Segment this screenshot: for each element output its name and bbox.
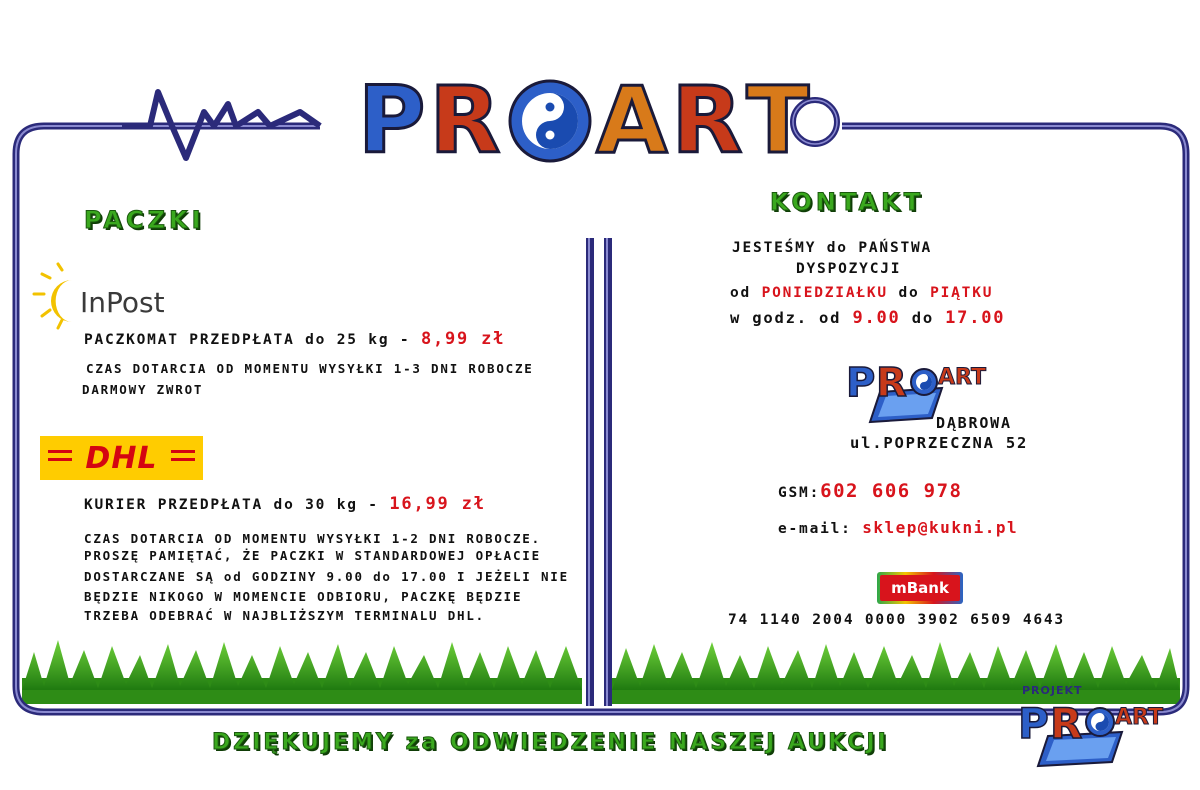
email-label: e-mail: [778, 521, 863, 537]
paczki-heading: PACZKI [84, 206, 205, 234]
inpost-logo-text: InPost [80, 286, 165, 319]
projekt-label: PROJEKT [1022, 684, 1083, 697]
kontakt-heading: KONTAKT [770, 188, 925, 216]
mbank-logo-text: mBank [880, 575, 960, 601]
yin-yang-icon [508, 78, 592, 162]
footer-thanks: DZIĘKUJEMY za ODWIEDZENIE NASZEJ AUKCJI [212, 730, 889, 755]
kontakt-hours-time [730, 308, 1005, 328]
time-prefix: w godz. od [730, 309, 853, 327]
time-from: 9.00 [852, 308, 901, 328]
gsm-line [778, 480, 962, 502]
kontakt-line-2: DYSPOZYCJI [796, 261, 902, 277]
mbank-logo [877, 572, 963, 604]
inpost-price: 8,99 zł [420, 329, 506, 349]
time-connector: do [900, 309, 946, 327]
dhl-price: 16,99 zł [389, 494, 486, 514]
svg-text:P: P [846, 360, 876, 406]
svg-text:ART: ART [1115, 705, 1163, 730]
gsm-number[interactable]: 602 606 978 [820, 480, 963, 502]
svg-text:R: R [876, 360, 907, 406]
dhl-logo-text: DHL [85, 440, 158, 476]
svg-text:P: P [1018, 699, 1049, 748]
svg-text:R: R [1050, 699, 1083, 748]
grass-left [22, 640, 582, 704]
days-prefix: od [730, 285, 762, 301]
kontakt-hours-days [730, 285, 993, 301]
bank-account-number: 74 1140 2004 0000 3902 6509 4643 [728, 612, 1065, 628]
svg-text:ART: ART [938, 365, 986, 390]
gsm-label: GSM: [778, 485, 821, 501]
dhl-shipping-label: KURIER PRZEDPŁATA do 30 kg - [84, 497, 390, 513]
kontakt-line-1: JESTEŚMY do PAŃSTWA [732, 240, 933, 256]
dhl-info-1: CZAS DOTARCIA OD MOMENTU WYSYŁKI 1-2 DNI ROBOCZE. [84, 531, 541, 546]
proart-logo: P R A R T [358, 66, 814, 174]
day-to: PIĄTKU [930, 285, 994, 301]
inpost-info-1: CZAS DOTARCIA OD MOMENTU WYSYŁKI 1-3 DNI ROBOCZE [86, 361, 534, 376]
address-street: ul.POPRZECZNA 52 [850, 434, 1029, 452]
day-from: PONIEDZIAŁKU [761, 285, 888, 301]
email-line [778, 518, 1018, 537]
dhl-info-3: DOSTARCZANE SĄ od GODZINY 9.00 do 17.00 I JEŻELI NIE [84, 569, 569, 584]
time-to: 17.00 [945, 308, 1006, 328]
dhl-info-2: PROSZĘ PAMIĘTAĆ, ŻE PACZKI W STANDARDOWEJ OPŁACIE [84, 548, 541, 563]
dhl-logo [40, 436, 203, 480]
inpost-shipping-line [84, 329, 505, 349]
address-city: DĄBROWA [936, 414, 1012, 432]
inpost-shipping-label: PACZKOMAT PRZEDPŁATA do 25 kg - [84, 332, 421, 348]
inpost-info-2: DARMOWY ZWROT [82, 382, 204, 397]
dhl-info-4: BĘDZIE NIKOGO W MOMENCIE ODBIORU, PACZKĘ BĘDZIE [84, 589, 523, 604]
dhl-info-5: TRZEBA ODEBRAĆ W NAJBLIŻSZYM TERMINALU DHL. [84, 608, 486, 623]
days-connector: do [887, 285, 931, 301]
dhl-shipping-line [84, 494, 486, 514]
email-link[interactable]: sklep@kukni.pl [862, 518, 1019, 537]
